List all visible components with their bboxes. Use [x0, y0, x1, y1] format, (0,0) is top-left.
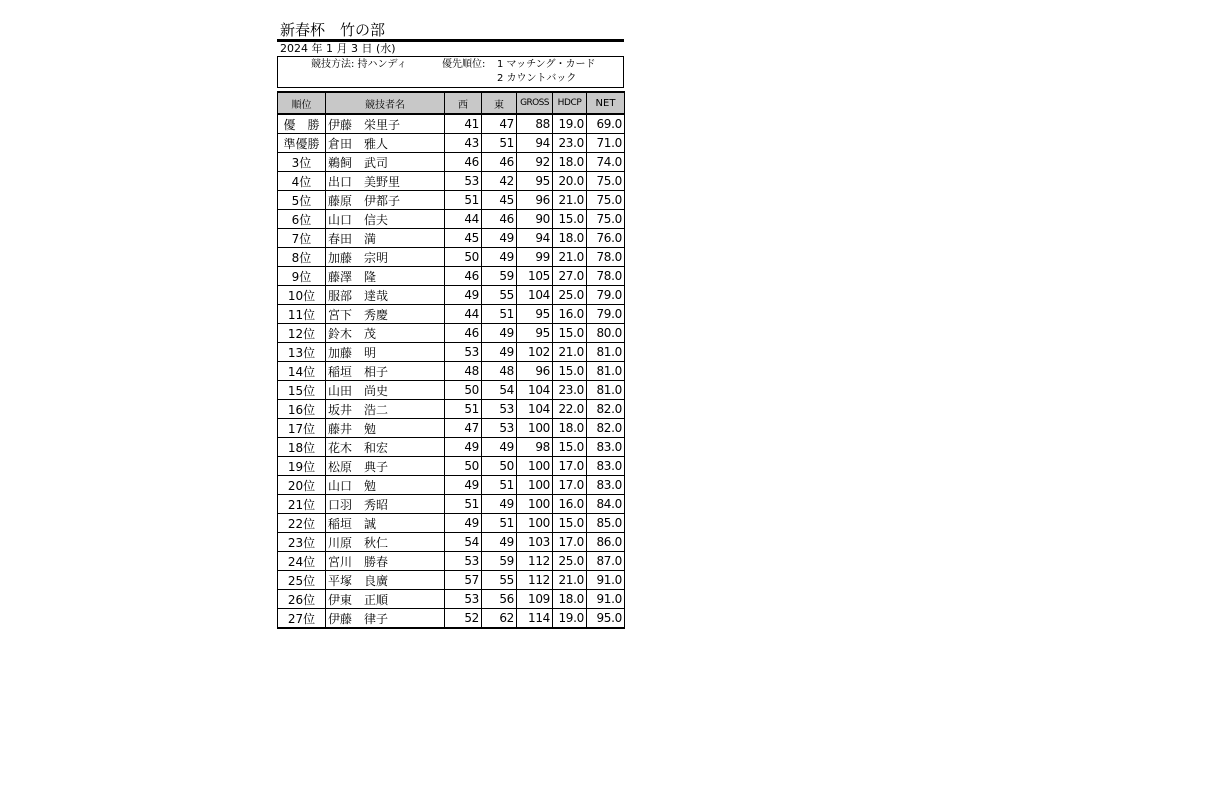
net-cell: 79.0 [587, 305, 625, 324]
info-box [277, 57, 624, 88]
hdcp-cell: 18.0 [553, 419, 587, 438]
header-gross: GROSS [517, 92, 553, 114]
west-score-cell: 53 [445, 343, 482, 362]
rank-cell: 14位 [278, 362, 326, 381]
hdcp-cell: 18.0 [553, 590, 587, 609]
player-name-cell: 鈴木 茂 [326, 324, 445, 343]
player-name-cell: 出口 美野里 [326, 172, 445, 191]
hdcp-cell: 25.0 [553, 552, 587, 571]
rank-cell: 23位 [278, 533, 326, 552]
table-row [278, 476, 625, 495]
east-score-cell: 50 [482, 457, 517, 476]
net-cell: 83.0 [587, 457, 625, 476]
table-row [278, 172, 625, 191]
hdcp-cell: 20.0 [553, 172, 587, 191]
hdcp-cell: 19.0 [553, 609, 587, 629]
east-score-cell: 49 [482, 438, 517, 457]
net-cell: 83.0 [587, 438, 625, 457]
west-score-cell: 49 [445, 476, 482, 495]
player-name-cell: 伊東 正順 [326, 590, 445, 609]
west-score-cell: 43 [445, 134, 482, 153]
west-score-cell: 50 [445, 248, 482, 267]
net-cell: 76.0 [587, 229, 625, 248]
player-name-cell: 宮下 秀慶 [326, 305, 445, 324]
east-score-cell: 49 [482, 533, 517, 552]
rank-cell: 21位 [278, 495, 326, 514]
rank-cell: 10位 [278, 286, 326, 305]
header-east: 東 [482, 92, 517, 114]
hdcp-cell: 23.0 [553, 134, 587, 153]
rank-cell: 18位 [278, 438, 326, 457]
west-score-cell: 49 [445, 286, 482, 305]
rank-cell: 4位 [278, 172, 326, 191]
net-cell: 95.0 [587, 609, 625, 629]
gross-cell: 94 [517, 134, 553, 153]
table-row [278, 419, 625, 438]
gross-cell: 100 [517, 495, 553, 514]
player-name-cell: 山口 信夫 [326, 210, 445, 229]
hdcp-cell: 21.0 [553, 248, 587, 267]
net-cell: 82.0 [587, 400, 625, 419]
gross-cell: 114 [517, 609, 553, 629]
east-score-cell: 45 [482, 191, 517, 210]
header-hdcp: HDCP [553, 92, 587, 114]
player-name-cell: 稲垣 誠 [326, 514, 445, 533]
west-score-cell: 47 [445, 419, 482, 438]
hdcp-cell: 17.0 [553, 457, 587, 476]
header-name: 競技者名 [326, 92, 445, 114]
rank-cell: 8位 [278, 248, 326, 267]
east-score-cell: 59 [482, 552, 517, 571]
gross-cell: 104 [517, 381, 553, 400]
net-cell: 80.0 [587, 324, 625, 343]
table-row [278, 286, 625, 305]
west-score-cell: 45 [445, 229, 482, 248]
east-score-cell: 51 [482, 305, 517, 324]
table-row [278, 552, 625, 571]
net-cell: 87.0 [587, 552, 625, 571]
gross-cell: 95 [517, 324, 553, 343]
gross-cell: 96 [517, 191, 553, 210]
east-score-cell: 51 [482, 514, 517, 533]
priority-label: 優先順位: [442, 59, 486, 70]
player-name-cell: 藤原 伊都子 [326, 191, 445, 210]
hdcp-cell: 15.0 [553, 514, 587, 533]
west-score-cell: 54 [445, 533, 482, 552]
net-cell: 74.0 [587, 153, 625, 172]
net-cell: 71.0 [587, 134, 625, 153]
net-cell: 83.0 [587, 476, 625, 495]
player-name-cell: 宮川 勝春 [326, 552, 445, 571]
west-score-cell: 53 [445, 552, 482, 571]
gross-cell: 104 [517, 286, 553, 305]
hdcp-cell: 21.0 [553, 343, 587, 362]
hdcp-cell: 15.0 [553, 362, 587, 381]
player-name-cell: 山田 尚史 [326, 381, 445, 400]
west-score-cell: 51 [445, 495, 482, 514]
gross-cell: 88 [517, 114, 553, 134]
gross-cell: 102 [517, 343, 553, 362]
table-row [278, 400, 625, 419]
east-score-cell: 56 [482, 590, 517, 609]
table-row [278, 362, 625, 381]
gross-cell: 112 [517, 552, 553, 571]
net-cell: 86.0 [587, 533, 625, 552]
east-score-cell: 51 [482, 476, 517, 495]
west-score-cell: 48 [445, 362, 482, 381]
east-score-cell: 46 [482, 153, 517, 172]
player-name-cell: 伊藤 律子 [326, 609, 445, 629]
hdcp-cell: 21.0 [553, 191, 587, 210]
east-score-cell: 46 [482, 210, 517, 229]
table-row [278, 514, 625, 533]
east-score-cell: 49 [482, 229, 517, 248]
west-score-cell: 49 [445, 438, 482, 457]
header-row [278, 92, 625, 114]
net-cell: 81.0 [587, 381, 625, 400]
player-name-cell: 藤井 勉 [326, 419, 445, 438]
player-name-cell: 加藤 宗明 [326, 248, 445, 267]
west-score-cell: 44 [445, 305, 482, 324]
net-cell: 78.0 [587, 267, 625, 286]
hdcp-cell: 17.0 [553, 533, 587, 552]
hdcp-cell: 17.0 [553, 476, 587, 495]
gross-cell: 103 [517, 533, 553, 552]
player-name-cell: 川原 秋仁 [326, 533, 445, 552]
player-name-cell: 口羽 秀昭 [326, 495, 445, 514]
table-row [278, 229, 625, 248]
west-score-cell: 46 [445, 324, 482, 343]
hdcp-cell: 21.0 [553, 571, 587, 590]
net-cell: 75.0 [587, 210, 625, 229]
rank-cell: 12位 [278, 324, 326, 343]
east-score-cell: 59 [482, 267, 517, 286]
rank-cell: 22位 [278, 514, 326, 533]
east-score-cell: 48 [482, 362, 517, 381]
rank-cell: 19位 [278, 457, 326, 476]
rank-cell: 26位 [278, 590, 326, 609]
net-cell: 91.0 [587, 590, 625, 609]
hdcp-cell: 15.0 [553, 210, 587, 229]
table-row [278, 305, 625, 324]
west-score-cell: 46 [445, 267, 482, 286]
player-name-cell: 山口 勉 [326, 476, 445, 495]
table-row [278, 210, 625, 229]
west-score-cell: 53 [445, 590, 482, 609]
hdcp-cell: 25.0 [553, 286, 587, 305]
gross-cell: 100 [517, 457, 553, 476]
east-score-cell: 47 [482, 114, 517, 134]
west-score-cell: 44 [445, 210, 482, 229]
gross-cell: 100 [517, 419, 553, 438]
west-score-cell: 52 [445, 609, 482, 629]
player-name-cell: 倉田 雅人 [326, 134, 445, 153]
priority-item-1: 1 マッチング・カード [497, 59, 596, 70]
results-table [277, 91, 625, 629]
hdcp-cell: 23.0 [553, 381, 587, 400]
header-rank: 順位 [278, 92, 326, 114]
rank-cell: 20位 [278, 476, 326, 495]
east-score-cell: 55 [482, 571, 517, 590]
net-cell: 85.0 [587, 514, 625, 533]
net-cell: 75.0 [587, 191, 625, 210]
east-score-cell: 55 [482, 286, 517, 305]
hdcp-cell: 15.0 [553, 438, 587, 457]
east-score-cell: 53 [482, 419, 517, 438]
table-row [278, 324, 625, 343]
net-cell: 75.0 [587, 172, 625, 191]
gross-cell: 104 [517, 400, 553, 419]
west-score-cell: 50 [445, 381, 482, 400]
player-name-cell: 服部 達哉 [326, 286, 445, 305]
gross-cell: 100 [517, 514, 553, 533]
net-cell: 78.0 [587, 248, 625, 267]
player-name-cell: 稲垣 相子 [326, 362, 445, 381]
net-cell: 82.0 [587, 419, 625, 438]
table-row [278, 134, 625, 153]
gross-cell: 94 [517, 229, 553, 248]
table-row [278, 533, 625, 552]
west-score-cell: 41 [445, 114, 482, 134]
net-cell: 81.0 [587, 362, 625, 381]
rank-cell: 優 勝 [278, 114, 326, 134]
east-score-cell: 49 [482, 343, 517, 362]
hdcp-cell: 15.0 [553, 324, 587, 343]
table-row [278, 191, 625, 210]
table-row [278, 267, 625, 286]
player-name-cell: 平塚 良廣 [326, 571, 445, 590]
east-score-cell: 49 [482, 248, 517, 267]
gross-cell: 95 [517, 172, 553, 191]
rank-cell: 11位 [278, 305, 326, 324]
east-score-cell: 62 [482, 609, 517, 629]
rank-cell: 17位 [278, 419, 326, 438]
gross-cell: 95 [517, 305, 553, 324]
hdcp-cell: 18.0 [553, 229, 587, 248]
gross-cell: 112 [517, 571, 553, 590]
net-cell: 84.0 [587, 495, 625, 514]
west-score-cell: 51 [445, 400, 482, 419]
header-net: NET [587, 92, 625, 114]
rank-cell: 6位 [278, 210, 326, 229]
player-name-cell: 坂井 浩二 [326, 400, 445, 419]
rank-cell: 16位 [278, 400, 326, 419]
player-name-cell: 藤澤 隆 [326, 267, 445, 286]
west-score-cell: 57 [445, 571, 482, 590]
priority-item-2: 2 カウントバック [497, 73, 577, 84]
east-score-cell: 49 [482, 324, 517, 343]
rank-cell: 9位 [278, 267, 326, 286]
method-label: 競技方法: 持ハンディ [311, 59, 407, 70]
east-score-cell: 51 [482, 134, 517, 153]
west-score-cell: 46 [445, 153, 482, 172]
east-score-cell: 54 [482, 381, 517, 400]
gross-cell: 96 [517, 362, 553, 381]
player-name-cell: 伊藤 栄里子 [326, 114, 445, 134]
rank-cell: 27位 [278, 609, 326, 629]
rank-cell: 5位 [278, 191, 326, 210]
net-cell: 81.0 [587, 343, 625, 362]
east-score-cell: 53 [482, 400, 517, 419]
east-score-cell: 49 [482, 495, 517, 514]
table-row [278, 248, 625, 267]
table-row [278, 381, 625, 400]
gross-cell: 92 [517, 153, 553, 172]
rank-cell: 15位 [278, 381, 326, 400]
hdcp-cell: 16.0 [553, 305, 587, 324]
gross-cell: 100 [517, 476, 553, 495]
net-cell: 69.0 [587, 114, 625, 134]
west-score-cell: 51 [445, 191, 482, 210]
player-name-cell: 鵜飼 武司 [326, 153, 445, 172]
west-score-cell: 49 [445, 514, 482, 533]
gross-cell: 105 [517, 267, 553, 286]
gross-cell: 109 [517, 590, 553, 609]
table-row [278, 438, 625, 457]
player-name-cell: 春田 満 [326, 229, 445, 248]
west-score-cell: 53 [445, 172, 482, 191]
gross-cell: 90 [517, 210, 553, 229]
table-row [278, 495, 625, 514]
rank-cell: 7位 [278, 229, 326, 248]
net-cell: 91.0 [587, 571, 625, 590]
table-row [278, 571, 625, 590]
event-date: 2024 年 1 月 3 日 (水) [277, 42, 624, 57]
east-score-cell: 42 [482, 172, 517, 191]
results-sheet [277, 20, 624, 629]
hdcp-cell: 16.0 [553, 495, 587, 514]
gross-cell: 98 [517, 438, 553, 457]
table-row [278, 609, 625, 629]
gross-cell: 99 [517, 248, 553, 267]
rank-cell: 24位 [278, 552, 326, 571]
table-row [278, 457, 625, 476]
table-row [278, 114, 625, 134]
rank-cell: 3位 [278, 153, 326, 172]
hdcp-cell: 18.0 [553, 153, 587, 172]
header-west: 西 [445, 92, 482, 114]
player-name-cell: 松原 典子 [326, 457, 445, 476]
net-cell: 79.0 [587, 286, 625, 305]
table-row [278, 590, 625, 609]
hdcp-cell: 27.0 [553, 267, 587, 286]
rank-cell: 準優勝 [278, 134, 326, 153]
player-name-cell: 花木 和宏 [326, 438, 445, 457]
page-title: 新春杯 竹の部 [277, 20, 624, 42]
hdcp-cell: 22.0 [553, 400, 587, 419]
table-row [278, 343, 625, 362]
rank-cell: 13位 [278, 343, 326, 362]
player-name-cell: 加藤 明 [326, 343, 445, 362]
rank-cell: 25位 [278, 571, 326, 590]
table-row [278, 153, 625, 172]
hdcp-cell: 19.0 [553, 114, 587, 134]
west-score-cell: 50 [445, 457, 482, 476]
